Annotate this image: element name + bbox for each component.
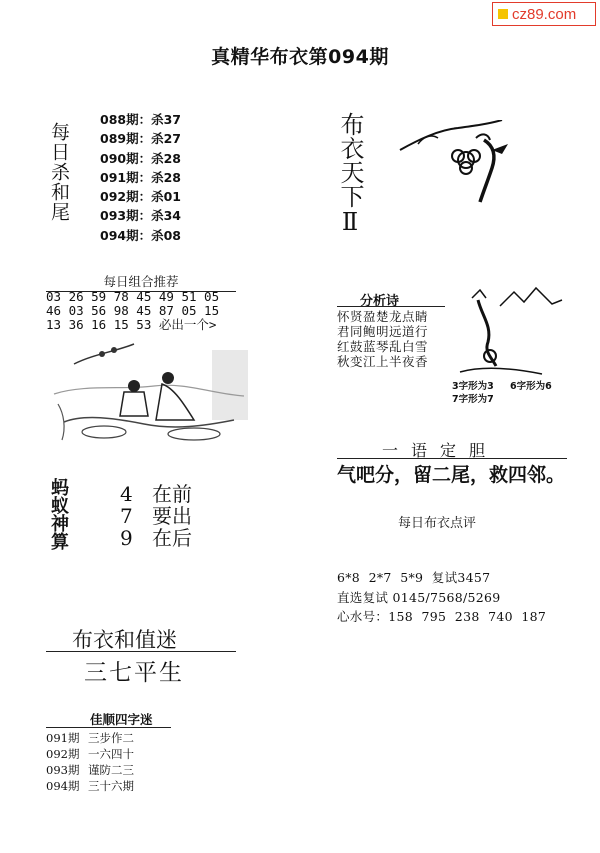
list-item: 091期 三步作二 xyxy=(46,731,134,745)
list-item: 9 在后 xyxy=(120,526,192,550)
list-item: 094期 三十六期 xyxy=(46,779,134,793)
ant-label: 蚂蚁神算 xyxy=(48,478,69,550)
poem-line: 红鼓蓝琴乱白雪 xyxy=(337,339,429,354)
poem-line: 怀贤盈楚龙点睛 xyxy=(337,309,429,324)
divider xyxy=(46,727,171,728)
list-item: 093期 谨防二三 xyxy=(46,763,134,777)
list-item: 092期 一六四十 xyxy=(46,747,134,761)
combo-row: 46 03 56 98 45 87 05 15 xyxy=(46,303,220,318)
mountain-tree-illustration xyxy=(452,286,564,378)
list-item: 7 要出 xyxy=(120,504,192,528)
review-line: 心水号：158 795 238 740 187 xyxy=(337,609,547,624)
branch-flower-illustration xyxy=(398,120,538,210)
list-item: 093期：杀34 xyxy=(100,208,182,224)
yiyu-text: 气吧分，留二尾，救四邻。 xyxy=(337,464,566,486)
yiyu-heading: 一语定胆 xyxy=(382,441,499,460)
jiashun-heading: 佳顺四字迷 xyxy=(90,712,153,727)
review-line: 直选复试 0145/7568/5269 xyxy=(337,589,501,605)
review-lines xyxy=(337,568,546,627)
page-title: 真精华布衣第094期 xyxy=(211,46,389,68)
list-item: 094期：杀08 xyxy=(100,227,182,243)
poem-hint: 6字形为6 xyxy=(510,381,552,392)
divider xyxy=(46,651,236,652)
combo-row: 13 36 16 15 53 必出一个> xyxy=(46,317,217,332)
divider xyxy=(337,306,445,307)
list-item: 089期：杀27 xyxy=(100,131,182,147)
combo-heading: 每日组合推荐 xyxy=(46,272,236,292)
site-watermark xyxy=(492,2,596,26)
riddle-title: 布衣和值迷 xyxy=(72,628,177,652)
list-item: 4 在前 xyxy=(120,482,192,506)
combo-rows xyxy=(46,290,219,332)
watermark-text: cz89.com xyxy=(512,5,577,23)
riddle-answer: 三七平生 xyxy=(84,660,184,686)
poem-heading: 分析诗 xyxy=(360,294,400,309)
poem-line: 秋变江上半夜香 xyxy=(337,354,429,369)
review-line: 6*8 2*7 5*9 复试3457 xyxy=(337,570,491,585)
combo-row: 03 26 59 78 45 49 51 05 xyxy=(46,289,220,304)
list-item: 092期：杀01 xyxy=(100,189,182,205)
jiashun-list xyxy=(46,730,134,794)
list-item: 091期：杀28 xyxy=(100,169,182,185)
poem-lines xyxy=(337,309,428,369)
watermark-square-icon xyxy=(498,9,508,19)
list-item: 090期：杀28 xyxy=(100,150,182,166)
poem-hint: 7字形为7 xyxy=(452,394,494,405)
review-heading: 每日布衣点评 xyxy=(398,516,477,531)
poem-hint: 3字形为3 xyxy=(452,381,494,392)
divider xyxy=(337,458,567,459)
list-item: 088期：杀37 xyxy=(100,112,182,127)
buyi-tianxia-label: 布衣天下Ⅱ xyxy=(336,112,364,236)
daily-tail-list xyxy=(100,110,181,245)
scholars-illustration xyxy=(44,334,254,450)
daily-tail-label: 每日杀和尾 xyxy=(48,122,70,222)
poem-line: 君同鲍明远道行 xyxy=(337,324,429,339)
